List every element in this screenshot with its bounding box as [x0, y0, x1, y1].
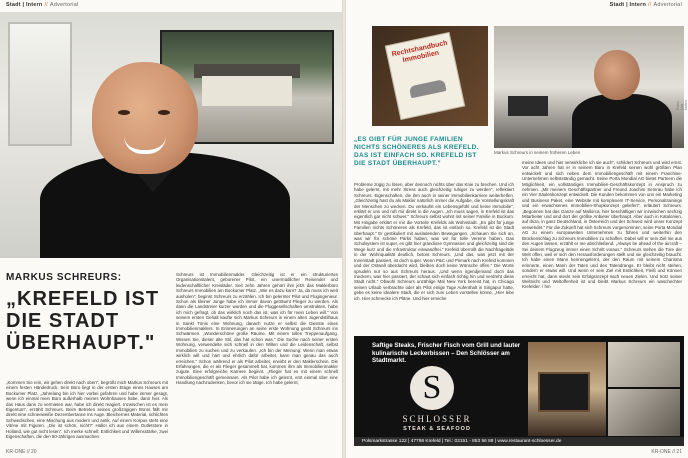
- header-tag: Advertorial: [49, 2, 79, 8]
- ad-restaurant-name: SCHLOSSER: [402, 414, 472, 424]
- model-car: [409, 79, 447, 98]
- eye-left: [118, 110, 130, 115]
- right-page: [346, 0, 688, 458]
- pilot-photo: [494, 26, 684, 148]
- law-book: [385, 32, 465, 120]
- photo-caption: Markus Schreurs in seinem früheren Leben: [494, 150, 581, 155]
- cockpit-panel: [508, 96, 548, 116]
- book-photo: [372, 26, 488, 126]
- pilot-head: [594, 50, 640, 100]
- header-section: Stadt | Intern: [6, 2, 43, 8]
- body-column-4: meine Ideen und hier verwirkliche ich sie auch", schildert Schreurs und wird ernst. Vor acht Jahren hat er in seinem Büro in Krefeld seinen wohl größten Plan entwickelt und sich neben dem Immobiliengeschäft mit einem Franchise-Unternehmen selbstständig gemacht. Seine Porta Mondial AG bietet Partnern die Möglichkeit, ein vollständiges Immobilien-Geschäftskonzept in Anspruch zu nehmen. „Mit meinem Geschäftspartner und Freund Joachim Semrau habe ich ein Vier Säulenkonzept entwickelt. Die Kunden bekommen von uns ein Marketing und Business Paket, eine Website mit komplexem IT-Service, Personaltrainings und ein erwachsenes Immobilien-Shopkonzept geliefert", erläutert Schreurs. „Begonnen hat das Ganze auf Mallorca, hier beschäftigen wir inzwischen sechzig Mitarbeiter und sind dort der größte Anbieter überhaupt. Aber auch in Katalonien, auf Ibiza, in ganz Deutschland, in Österreich und der Schweiz wird unser Konzept verwendet." Für die Zukunft hat sich Schreurs vorgenommen, seine Porta Mondial AG zu einem europaweiten Unternehmen zu führen und weiterhin den Brückenschlag zu Schreurs Immobilien zu schaffen. Dabei will er sein Ziel nie aus den Augen lassen, erzählt er me abschließend. „Always be ahead of the aircraft – Sei deinem Flugzeug immer einen Schritt voraus." Schreurs stehen die Tore der Welt offen, weil er sich den Herausforderungen stellt und sie gleichzeitig braucht. Ich habe einen Mann kennengelernt, der den Raum mit seinem Charisma erinnerte, einen Mann der Taten und des Tatendrangs. Er bleibt nicht stehen, sondern er etwas will. Und wenn er sein Ziel mit Entlichkeit, Fleiß und Können erreicht hat, dann steckt sein Erfolgsrezept nach neuen Zielen. Und trotz seiner Weltsicht und Weltoffenheit ist und bleibt Markus Schreurs ein waschechter Krefelder. / hm: [522, 160, 682, 290]
- article-kicker: MARKUS SCHREURS:: [6, 272, 122, 283]
- house-facade: [202, 76, 292, 106]
- menu-board: [538, 372, 590, 412]
- header-divider: //: [44, 2, 48, 8]
- portrait-photo: [0, 12, 342, 258]
- restaurant-ad[interactable]: [354, 336, 684, 446]
- ad-tagline: Saftige Steaks, Frischer Fisch vom Grill und lauter kulinarische Leckerbissen – Den Schlösser am Stadtmarkt.: [372, 342, 521, 365]
- header-section: Stadt | Intern: [609, 2, 647, 8]
- left-page: [0, 0, 342, 458]
- ad-logo-icon: S: [410, 366, 454, 410]
- bald-head: [92, 62, 198, 174]
- page-footer: KR-ONE // 20: [6, 449, 37, 455]
- pilot-body: [572, 94, 672, 148]
- ad-contact-bar[interactable]: Polsmarkstrasse 122 | 47798 Krefeld | Tel.: 02151 - 853 56 88 | www.restaurant-schloesser.de: [354, 437, 684, 446]
- header-tag: Advertorial: [653, 2, 682, 8]
- photo-window: [8, 22, 72, 146]
- body-column-3: Probleme zügig zu lösen, aber dennoch nichts über das Knie zu brechen. Und ich habe gelernt, mit mehr Stress auch gleichzeitig ruhiger zu werden", reflektiert Schreurs. Eigenschaften, die ihm auch in seiner Immobilienkarriere weiterhelfen. „Gleichzeitig hast du als Makler natürlich immer die Aufgabe, die Vorstellungskraft der Menschen zu wecken. Du verkaufst ein Lebensgefühl und keine Immobilie", erklärt er uns und ruft mir direkt in die Augen. „Ich muss sagen, in Krefeld ist das eigentlich gar nicht schwer." Schreurs selbst wohnt mit seiner Familie in Bockum. Mit Hingabe erklärt er mir die Vorteile Krefelds als Wohnstadt. „Es gibt für junge Familien nichts Schöneres als Krefeld, das ist einfach so. Krefeld ist die Stadt überhaupt." Er gestikuliert mit ausladenden Bewegungen. „Schauen Sie sich an, was wir für schöne Parks haben, was wir für tolle Vereine haben. Das Schulsystem ist super, es gibt hier grandiose Gymnasien und gleichzeitig sind die Wege kurz und die Infrastruktur einwandfrei." Krefeld überrollt die Nachfrageläde in der Wohnqualität deutlich, betont Schreurs. „Und das, was jetzt mit der Innenstadt passiert, ist doch super. Wenn P&C und Primark nach Krefeld kommen und der Ostwall überdacht wird, bleiben doch keine Wünsche offen." Die Worte sprudeln nur so aus Schreurs heraus. „Und wenn irgendjemand doch das meckern, was hier passiert, der schaut sich einfach richtig hin und verdreht diese Stadt nicht." Obwohl Schreurs unzählige Mal New York bereist hat, in Chicago seinen Urlaub verbrachte oder als Pilot einige Tage Aufenthalt in Singapur hatte, gebe es keine idealere Stadt, die er sich zum Leben vorstellen könne. „Hier lebe ich. Hier schmecke ich Pläne. Und hier erreiche: [354, 182, 514, 301]
- article-headline: „KREFELD IST DIE STADT ÜBERHAUPT.": [6, 288, 160, 354]
- page-header: [610, 2, 682, 8]
- pull-quote: „ES GIBT FÜR JUNGE FAMILIEN NICHTS SCHÖNERES ALS KREFELD. DAS IST EINFACH SO. KREFELD IST DIE STADT ÜBERHAUPT.": [354, 136, 479, 167]
- ad-restaurant-subtitle: STEAK & SEAFOOD: [403, 426, 471, 432]
- ad-photo-interior: [528, 342, 606, 436]
- photo-credit: Fotos: Luis Nollen: [676, 100, 688, 110]
- ad-photo-dining: [608, 342, 680, 387]
- body-column-2: Schreurs ist Immobilienmakler. Gleichzeitig ist er ein strukturiertes Organisationstalent, geborener Pilot, ein unermüdlicher Reisender und leidenschaftlicher Kreisläder. Seit zehn Jahren gehört ihm jetzt das Maklerbüro Schreurs Immobilien am Bockumer Platz. „Wie es dazu kam? Ja, da muss ich weit ausholen", beginnt Schreurs zu erzählen. Ich bin gelernter Pilot und Flugingenieur. Schon als kleiner Junge habe ich immer davon geträumt Flieger zu werden. Als dann die Landstreier kurzer wurden und die Fluggesellschaften umstrukten, habe ich mich gefragt, ob das wirklich noch das ist, was ich für mein Leben will." Von seinem ersten Gehalt kaufte sich Markus Schreurs in einem alten Jugendstilhaus in Sankt Tönis eine Wohnung, danach nutze er selbst die Dienste eines Immobilienmaklers. In Erinnerungen an seine erste Wohnung gerät Schreurs ins Schwärmen. „Wunderschöne große Räume. Mit einem tollen Treppenaufgang. Wissen Sie, dieser alte Stil, das hat schon was." Die Suche nach seiner ersten Wohnung, verwendelte sich schnell in den Willen und die Leidenschaft, selbst Immobilien zu suchen und zu verkaufen. „Ich bin der Meinung: Wenn man etwas wirklich will und hart und ehrlich dafür arbeitet, kann man genau das auch erreichen." Schon während er als Pilot arbeitet, erwirbt er den Maklerschein. Die Erfahrungen, die er als Flieger gesammelt hat, kommen ihm als Immobilienmakler zugute. Eine erfolgreiche Karriere beginnt. „Flieger hat es mit einem schnell Immobiliengeschäft gemeinsam. Als Pilot habe ich gelernt, erst einmal über eine Handlung nachzudenken, bevor ich sie tätige. Ich habe gelernt,: [176, 272, 338, 386]
- eye-right: [158, 110, 170, 115]
- page-footer: KR-ONE // 21: [651, 449, 682, 455]
- book-title: Rechtshandbuch Immobilien: [391, 39, 449, 65]
- body-column-1: „Kommen Sie rein, wir gehen direkt nach oben", begrüßt mich Markus Schreurs mit einem festen Händedruck. Sein Büro liegt in der ersten Etage eines Hauses am Bockumer Platz. „Jahrelang bin ich hier vorbei gefahren und habe immer gesagt, wenn ich einmal mein Büro außerhalb meines Wohnhauses habe, dann hier. Als das Haus dann zu vermieten war, habe ich direkt reagiert. Inzwischen ist es mein Eigentum", erzählt Schreurs. Beim Betreten seines großzügigen Büros fällt mir direkt eine schneeweiße Dezembertanne ins Auge. Bleichernes Material, schlichtes Schwedisches, eine Mischung aus modern und antik. Auf einem Korpus steht eine Vitrine mit Figuren. „Die ist schön, nicht?" Hallo! ich aus einem Outletstore in Holland, wie gut nicht lesen". Ich merke schnell: Entlichkeit und Willensstärke, zwei Eigenschaften, die den 50-Jährigen ausmachen.: [6, 380, 168, 440]
- page-header: [6, 2, 78, 8]
- ad-photo-bar: [608, 389, 680, 436]
- header-divider: //: [648, 2, 652, 8]
